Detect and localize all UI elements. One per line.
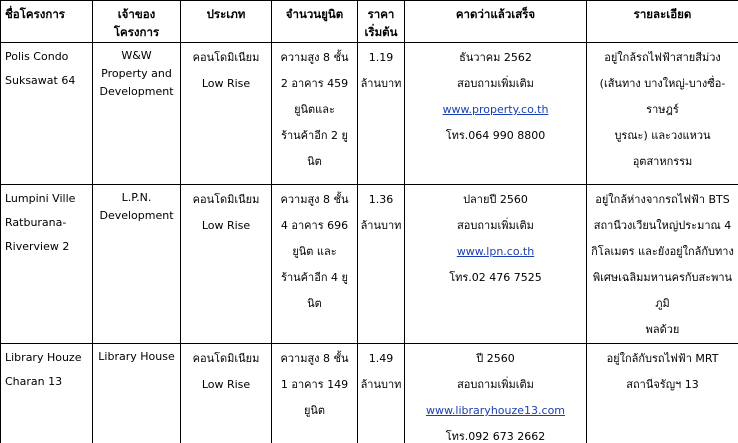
detail-line: อยู่ใกล้รถไฟฟ้าสายสีม่วง	[604, 51, 721, 64]
completion-date: ปลายปี 2560	[463, 193, 528, 206]
detail-cell	[587, 43, 738, 185]
detail-line: สถานีวงเวียนใหญ่ประมาณ 4	[593, 219, 732, 232]
price-value: 1.19	[368, 51, 394, 64]
price-unit: ล้านบาท	[360, 378, 402, 391]
project-name-cell: Lumpini Ville Ratburana-Riverview 2	[1, 185, 93, 344]
table-row	[1, 43, 738, 185]
detail-cell	[587, 185, 738, 344]
developer-cell: L.P.N. Development	[93, 185, 181, 344]
completion-cell	[405, 344, 587, 443]
units-line: นิต	[307, 297, 322, 310]
detail-line: อยู่ใกล้ห่างจากรถไฟฟ้า BTS	[595, 193, 730, 206]
type-cell	[181, 43, 272, 185]
completion-cell	[405, 185, 587, 344]
type-cell	[181, 344, 272, 443]
units-line: ความสูง 8 ชั้น	[280, 193, 349, 206]
completion-cell	[405, 43, 587, 185]
website-link[interactable]: www.property.co.th	[442, 103, 549, 116]
type-cell	[181, 185, 272, 344]
units-line: ร้านค้าอีก 4 ยู	[281, 271, 348, 284]
type-rise: Low Rise	[201, 77, 251, 90]
units-cell	[272, 43, 358, 185]
price-cell	[358, 185, 405, 344]
units-line: ยูนิตและ	[294, 103, 335, 116]
inquiry-label: สอบถามเพิ่มเติม	[457, 219, 534, 232]
phone-number: โทร.092 673 2662	[445, 430, 546, 443]
units-line: ยูนิต	[303, 404, 326, 417]
header-details: รายละเอียด	[587, 1, 738, 43]
type-category: คอนโดมิเนียม	[192, 193, 260, 206]
detail-line: พิเศษเฉลิมมหานครกับสะพานภูมิ	[592, 271, 733, 310]
detail-line: อยู่ใกล้กับรถไฟฟ้า MRT	[606, 352, 719, 365]
detail-line: กิโลเมตร และยังอยู่ใกล้กับทาง	[591, 245, 734, 258]
units-line: นิต	[307, 155, 322, 168]
detail-cell	[587, 344, 738, 443]
price-unit: ล้านบาท	[360, 77, 402, 90]
project-name-cell: Polis Condo Suksawat 64	[1, 43, 93, 185]
phone-number: โทร.064 990 8800	[445, 129, 546, 142]
type-rise: Low Rise	[201, 219, 251, 232]
type-rise: Low Rise	[201, 378, 251, 391]
units-line: 1 อาคาร 149	[280, 378, 349, 391]
inquiry-label: สอบถามเพิ่มเติม	[457, 378, 534, 391]
units-cell	[272, 344, 358, 443]
price-value: 1.36	[368, 193, 394, 206]
price-unit: ล้านบาท	[360, 219, 402, 232]
website-link[interactable]: www.libraryhouze13.com	[425, 404, 566, 417]
phone-number: โทร.02 476 7525	[449, 271, 542, 284]
website-link[interactable]: www.lpn.co.th	[456, 245, 535, 258]
units-line: 2 อาคาร 459	[280, 77, 349, 90]
completion-date: ธันวาคม 2562	[459, 51, 532, 64]
completion-date: ปี 2560	[476, 352, 515, 365]
developer-cell: Library House	[93, 344, 181, 443]
units-line: ร้านค้าอีก 2 ยู	[281, 129, 348, 142]
header-start-price: ราคาเริ่มต้น	[358, 1, 405, 43]
table-row	[1, 344, 738, 443]
header-row	[1, 1, 738, 43]
header-developer: เจ้าของโครงการ	[93, 1, 181, 43]
inquiry-label: สอบถามเพิ่มเติม	[457, 77, 534, 90]
detail-line: บูรณะ) และวงแหวนอุตสาหกรรม	[614, 129, 711, 168]
units-cell	[272, 185, 358, 344]
units-line: ความสูง 8 ชั้น	[280, 352, 349, 365]
detail-line: พลด้วย	[645, 323, 680, 336]
header-units: จำนวนยูนิต	[272, 1, 358, 43]
price-cell	[358, 43, 405, 185]
type-category: คอนโดมิเนียม	[192, 51, 260, 64]
price-cell	[358, 344, 405, 443]
header-project-name: ชื่อโครงการ	[1, 1, 93, 43]
header-completion: คาดว่าแล้วเสร็จ	[405, 1, 587, 43]
units-line: ความสูง 8 ชั้น	[280, 51, 349, 64]
type-category: คอนโดมิเนียม	[192, 352, 260, 365]
price-value: 1.49	[368, 352, 394, 365]
detail-line: (เส้นทาง บางใหญ่-บางซื่อ-ราษฎร์	[599, 77, 726, 116]
units-line: ยูนิต และ	[292, 245, 337, 258]
developer-cell: W&W Property and Development	[93, 43, 181, 185]
detail-line: สถานีจรัญฯ 13	[626, 378, 699, 391]
project-name-cell: Library Houze Charan 13	[1, 344, 93, 443]
units-line: 4 อาคาร 696	[280, 219, 349, 232]
header-type: ประเภท	[181, 1, 272, 43]
table-row	[1, 185, 738, 344]
